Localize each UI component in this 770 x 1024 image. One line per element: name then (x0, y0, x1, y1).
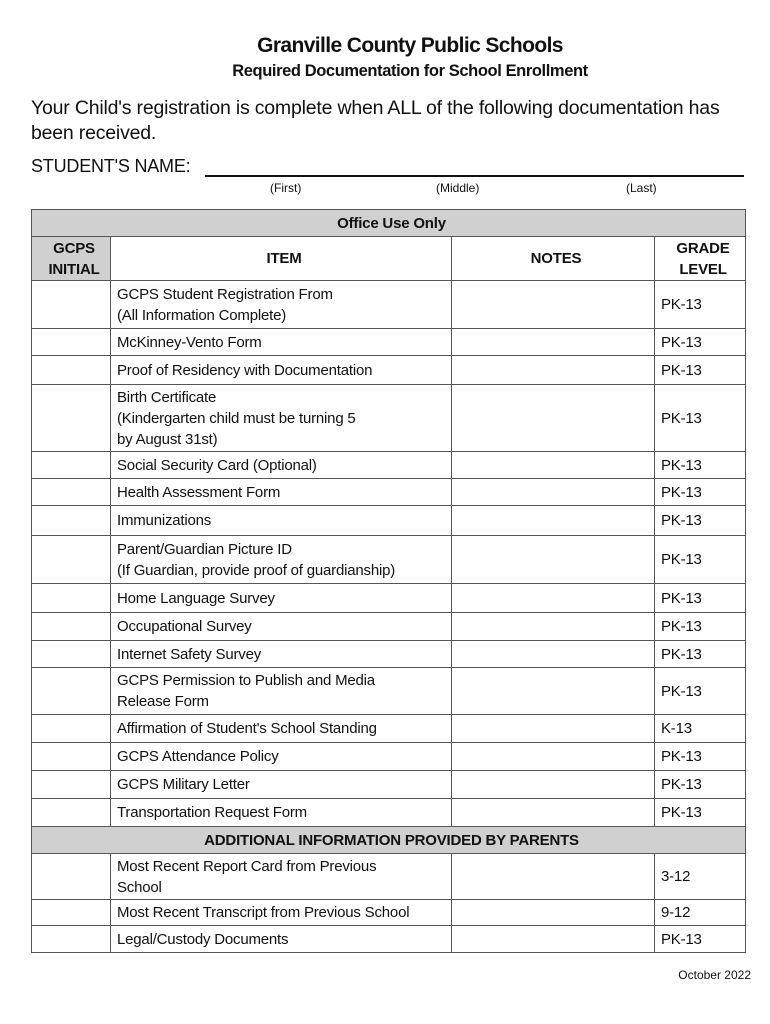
document-subtitle: Required Documentation for School Enrollment (232, 62, 588, 80)
item-cell: GCPS Attendance Policy (111, 743, 452, 771)
table-row (32, 329, 746, 356)
notes-cell[interactable] (452, 281, 655, 329)
table-row (32, 743, 746, 771)
notes-cell[interactable] (452, 452, 655, 479)
initial-cell[interactable] (32, 536, 111, 584)
grade-cell: PK-13 (655, 668, 746, 715)
notes-cell[interactable] (452, 356, 655, 385)
table-row (32, 668, 746, 715)
notes-cell[interactable] (452, 743, 655, 771)
item-cell: Transportation Request Form (111, 799, 452, 827)
notes-cell[interactable] (452, 641, 655, 668)
notes-cell[interactable] (452, 536, 655, 584)
item-cell: GCPS Permission to Publish and Media Release Form (111, 668, 452, 715)
notes-cell[interactable] (452, 900, 655, 926)
notes-cell[interactable] (452, 771, 655, 799)
initial-cell[interactable] (32, 329, 111, 356)
grade-cell: 9-12 (655, 900, 746, 926)
initial-cell[interactable] (32, 854, 111, 900)
header-grade-level: GRADE LEVEL (655, 237, 746, 281)
item-cell: GCPS Student Registration From (All Information Complete) (111, 281, 452, 329)
notes-cell[interactable] (452, 715, 655, 743)
table-row (32, 799, 746, 827)
item-cell: Most Recent Report Card from Previous School (111, 854, 452, 900)
grade-cell: PK-13 (655, 385, 746, 452)
table-row (32, 926, 746, 953)
office-use-row (32, 210, 746, 237)
initial-cell[interactable] (32, 506, 111, 536)
item-cell: McKinney-Vento Form (111, 329, 452, 356)
intro-text: Your Child's registration is complete when ALL of the following documentation has been received. (31, 97, 720, 144)
notes-cell[interactable] (452, 668, 655, 715)
grade-cell: PK-13 (655, 479, 746, 506)
grade-cell: PK-13 (655, 506, 746, 536)
notes-cell[interactable] (452, 584, 655, 613)
table-row (32, 771, 746, 799)
initial-cell[interactable] (32, 356, 111, 385)
grade-cell: PK-13 (655, 452, 746, 479)
item-cell: Most Recent Transcript from Previous School (111, 900, 452, 926)
table-row (32, 479, 746, 506)
documentation-table (31, 209, 746, 953)
initial-cell[interactable] (32, 668, 111, 715)
initial-cell[interactable] (32, 452, 111, 479)
initial-cell[interactable] (32, 385, 111, 452)
grade-cell: PK-13 (655, 799, 746, 827)
grade-cell: 3-12 (655, 854, 746, 900)
initial-cell[interactable] (32, 743, 111, 771)
initial-cell[interactable] (32, 281, 111, 329)
grade-cell: PK-13 (655, 536, 746, 584)
item-cell: Social Security Card (Optional) (111, 452, 452, 479)
notes-cell[interactable] (452, 506, 655, 536)
student-name-label: STUDENT'S NAME: (31, 156, 191, 176)
table-row (32, 584, 746, 613)
item-cell: Birth Certificate (Kindergarten child must be turning 5 by August 31st) (111, 385, 452, 452)
initial-cell[interactable] (32, 926, 111, 953)
item-cell: Internet Safety Survey (111, 641, 452, 668)
document-title: Granville County Public Schools (257, 34, 563, 57)
notes-cell[interactable] (452, 799, 655, 827)
initial-cell[interactable] (32, 799, 111, 827)
grade-cell: PK-13 (655, 926, 746, 953)
table-row (32, 900, 746, 926)
grade-cell: PK-13 (655, 584, 746, 613)
grade-cell: PK-13 (655, 641, 746, 668)
header-item: ITEM (111, 237, 452, 281)
student-name-line (205, 175, 744, 177)
item-cell: Parent/Guardian Picture ID (If Guardian, provide proof of guardianship) (111, 536, 452, 584)
grade-cell: PK-13 (655, 281, 746, 329)
table-row (32, 715, 746, 743)
item-cell: Legal/Custody Documents (111, 926, 452, 953)
table-row (32, 506, 746, 536)
table-row (32, 356, 746, 385)
grade-cell: PK-13 (655, 771, 746, 799)
office-use-label: Office Use Only (32, 210, 746, 237)
notes-cell[interactable] (452, 613, 655, 641)
item-cell: Proof of Residency with Documentation (111, 356, 452, 385)
header-notes: NOTES (452, 237, 655, 281)
table-row (32, 641, 746, 668)
grade-cell: PK-13 (655, 356, 746, 385)
initial-cell[interactable] (32, 479, 111, 506)
header-gcps-initial: GCPS INITIAL (32, 237, 111, 281)
last-name-caption: (Last) (626, 181, 657, 195)
item-cell: Occupational Survey (111, 613, 452, 641)
table-row (32, 854, 746, 900)
item-cell: Health Assessment Form (111, 479, 452, 506)
additional-info-header: ADDITIONAL INFORMATION PROVIDED BY PARENTS (32, 827, 746, 854)
initial-cell[interactable] (32, 900, 111, 926)
grade-cell: K-13 (655, 715, 746, 743)
table-row (32, 613, 746, 641)
table-row (32, 281, 746, 329)
grade-cell: PK-13 (655, 743, 746, 771)
initial-cell[interactable] (32, 771, 111, 799)
item-cell: Affirmation of Student's School Standing (111, 715, 452, 743)
grade-cell: PK-13 (655, 329, 746, 356)
table-row (32, 385, 746, 452)
table-row (32, 536, 746, 584)
notes-cell[interactable] (452, 926, 655, 953)
notes-cell[interactable] (452, 385, 655, 452)
notes-cell[interactable] (452, 329, 655, 356)
item-cell: GCPS Military Letter (111, 771, 452, 799)
first-name-caption: (First) (270, 181, 302, 195)
initial-cell[interactable] (32, 584, 111, 613)
grade-cell: PK-13 (655, 613, 746, 641)
middle-name-caption: (Middle) (436, 181, 480, 195)
initial-cell[interactable] (32, 641, 111, 668)
initial-cell[interactable] (32, 613, 111, 641)
table-header-row (32, 237, 746, 281)
item-cell: Immunizations (111, 506, 452, 536)
initial-cell[interactable] (32, 715, 111, 743)
notes-cell[interactable] (452, 854, 655, 900)
item-cell: Home Language Survey (111, 584, 452, 613)
notes-cell[interactable] (452, 479, 655, 506)
additional-info-row (32, 827, 746, 854)
footer-date: October 2022 (678, 968, 751, 982)
table-row (32, 452, 746, 479)
